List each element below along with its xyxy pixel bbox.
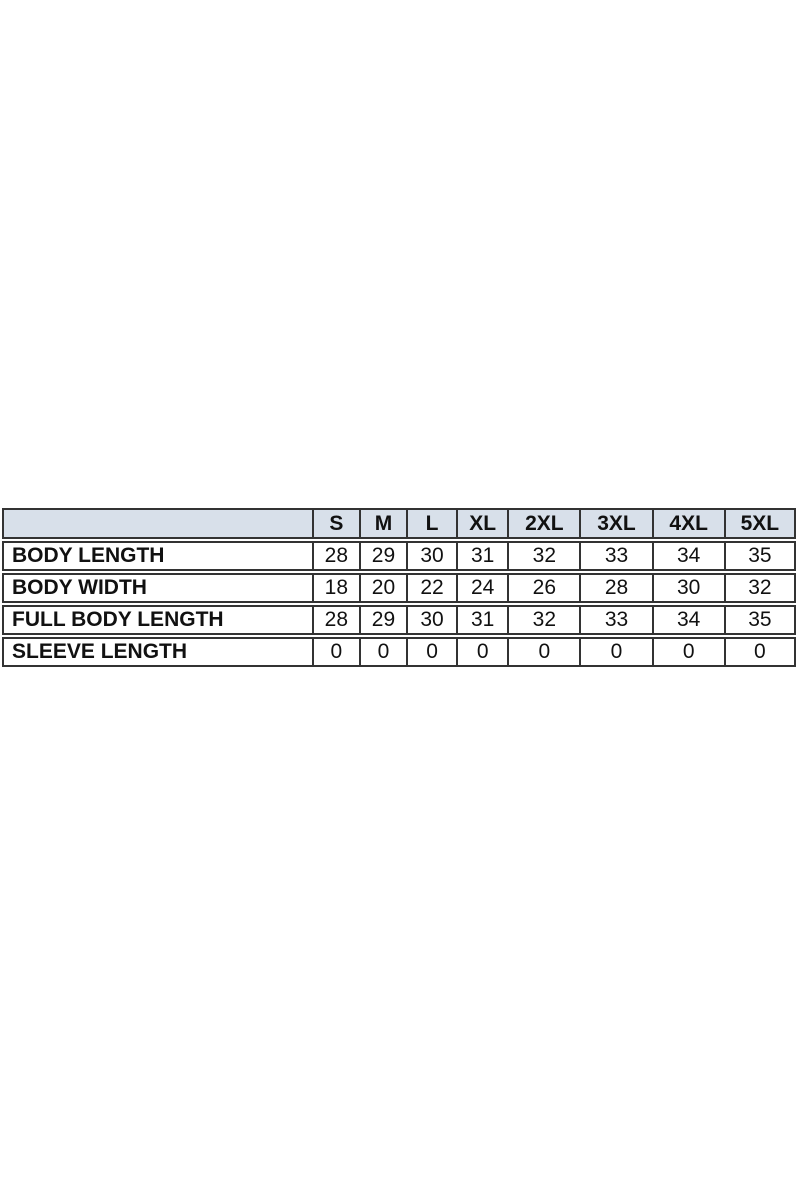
measurement-cell: 31 bbox=[457, 605, 508, 635]
measurement-cell: 28 bbox=[313, 541, 360, 571]
size-column-header-3xl: 3XL bbox=[580, 508, 652, 539]
measurement-cell: 30 bbox=[653, 573, 725, 603]
measurement-cell: 29 bbox=[360, 541, 407, 571]
measurement-cell: 0 bbox=[407, 637, 457, 667]
measurement-cell: 31 bbox=[457, 541, 508, 571]
size-column-header-2xl: 2XL bbox=[508, 508, 580, 539]
measurement-cell: 33 bbox=[580, 605, 652, 635]
measurement-cell: 32 bbox=[725, 573, 796, 603]
measurement-cell: 0 bbox=[580, 637, 652, 667]
row-label: SLEEVE LENGTH bbox=[2, 637, 313, 667]
measurement-cell: 29 bbox=[360, 605, 407, 635]
size-column-header-m: M bbox=[360, 508, 407, 539]
table-row-body-length bbox=[2, 541, 796, 571]
row-label: BODY WIDTH bbox=[2, 573, 313, 603]
measurement-cell: 28 bbox=[313, 605, 360, 635]
measurement-cell: 0 bbox=[313, 637, 360, 667]
measurement-cell: 35 bbox=[725, 541, 796, 571]
measurement-cell: 0 bbox=[725, 637, 796, 667]
measurement-cell: 0 bbox=[508, 637, 580, 667]
size-column-header-4xl: 4XL bbox=[653, 508, 725, 539]
measurement-cell: 24 bbox=[457, 573, 508, 603]
table-row-body-width bbox=[2, 573, 796, 603]
measurement-cell: 0 bbox=[457, 637, 508, 667]
measurement-cell: 26 bbox=[508, 573, 580, 603]
measurement-cell: 34 bbox=[653, 605, 725, 635]
table-row-sleeve-length bbox=[2, 637, 796, 667]
row-label: BODY LENGTH bbox=[2, 541, 313, 571]
size-column-header-5xl: 5XL bbox=[725, 508, 796, 539]
measurement-cell: 28 bbox=[580, 573, 652, 603]
size-column-header-l: L bbox=[407, 508, 457, 539]
measurement-cell: 32 bbox=[508, 605, 580, 635]
measurement-cell: 34 bbox=[653, 541, 725, 571]
size-column-header-s: S bbox=[313, 508, 360, 539]
measurement-cell: 22 bbox=[407, 573, 457, 603]
measurement-cell: 30 bbox=[407, 541, 457, 571]
header-row bbox=[2, 508, 796, 539]
size-chart-table bbox=[2, 506, 796, 669]
row-label: FULL BODY LENGTH bbox=[2, 605, 313, 635]
size-column-header-xl: XL bbox=[457, 508, 508, 539]
size-chart bbox=[2, 506, 796, 669]
corner-cell bbox=[2, 508, 313, 539]
measurement-cell: 20 bbox=[360, 573, 407, 603]
measurement-cell: 35 bbox=[725, 605, 796, 635]
measurement-cell: 32 bbox=[508, 541, 580, 571]
measurement-cell: 0 bbox=[360, 637, 407, 667]
measurement-cell: 33 bbox=[580, 541, 652, 571]
measurement-cell: 18 bbox=[313, 573, 360, 603]
table-row-full-body-length bbox=[2, 605, 796, 635]
measurement-cell: 0 bbox=[653, 637, 725, 667]
measurement-cell: 30 bbox=[407, 605, 457, 635]
